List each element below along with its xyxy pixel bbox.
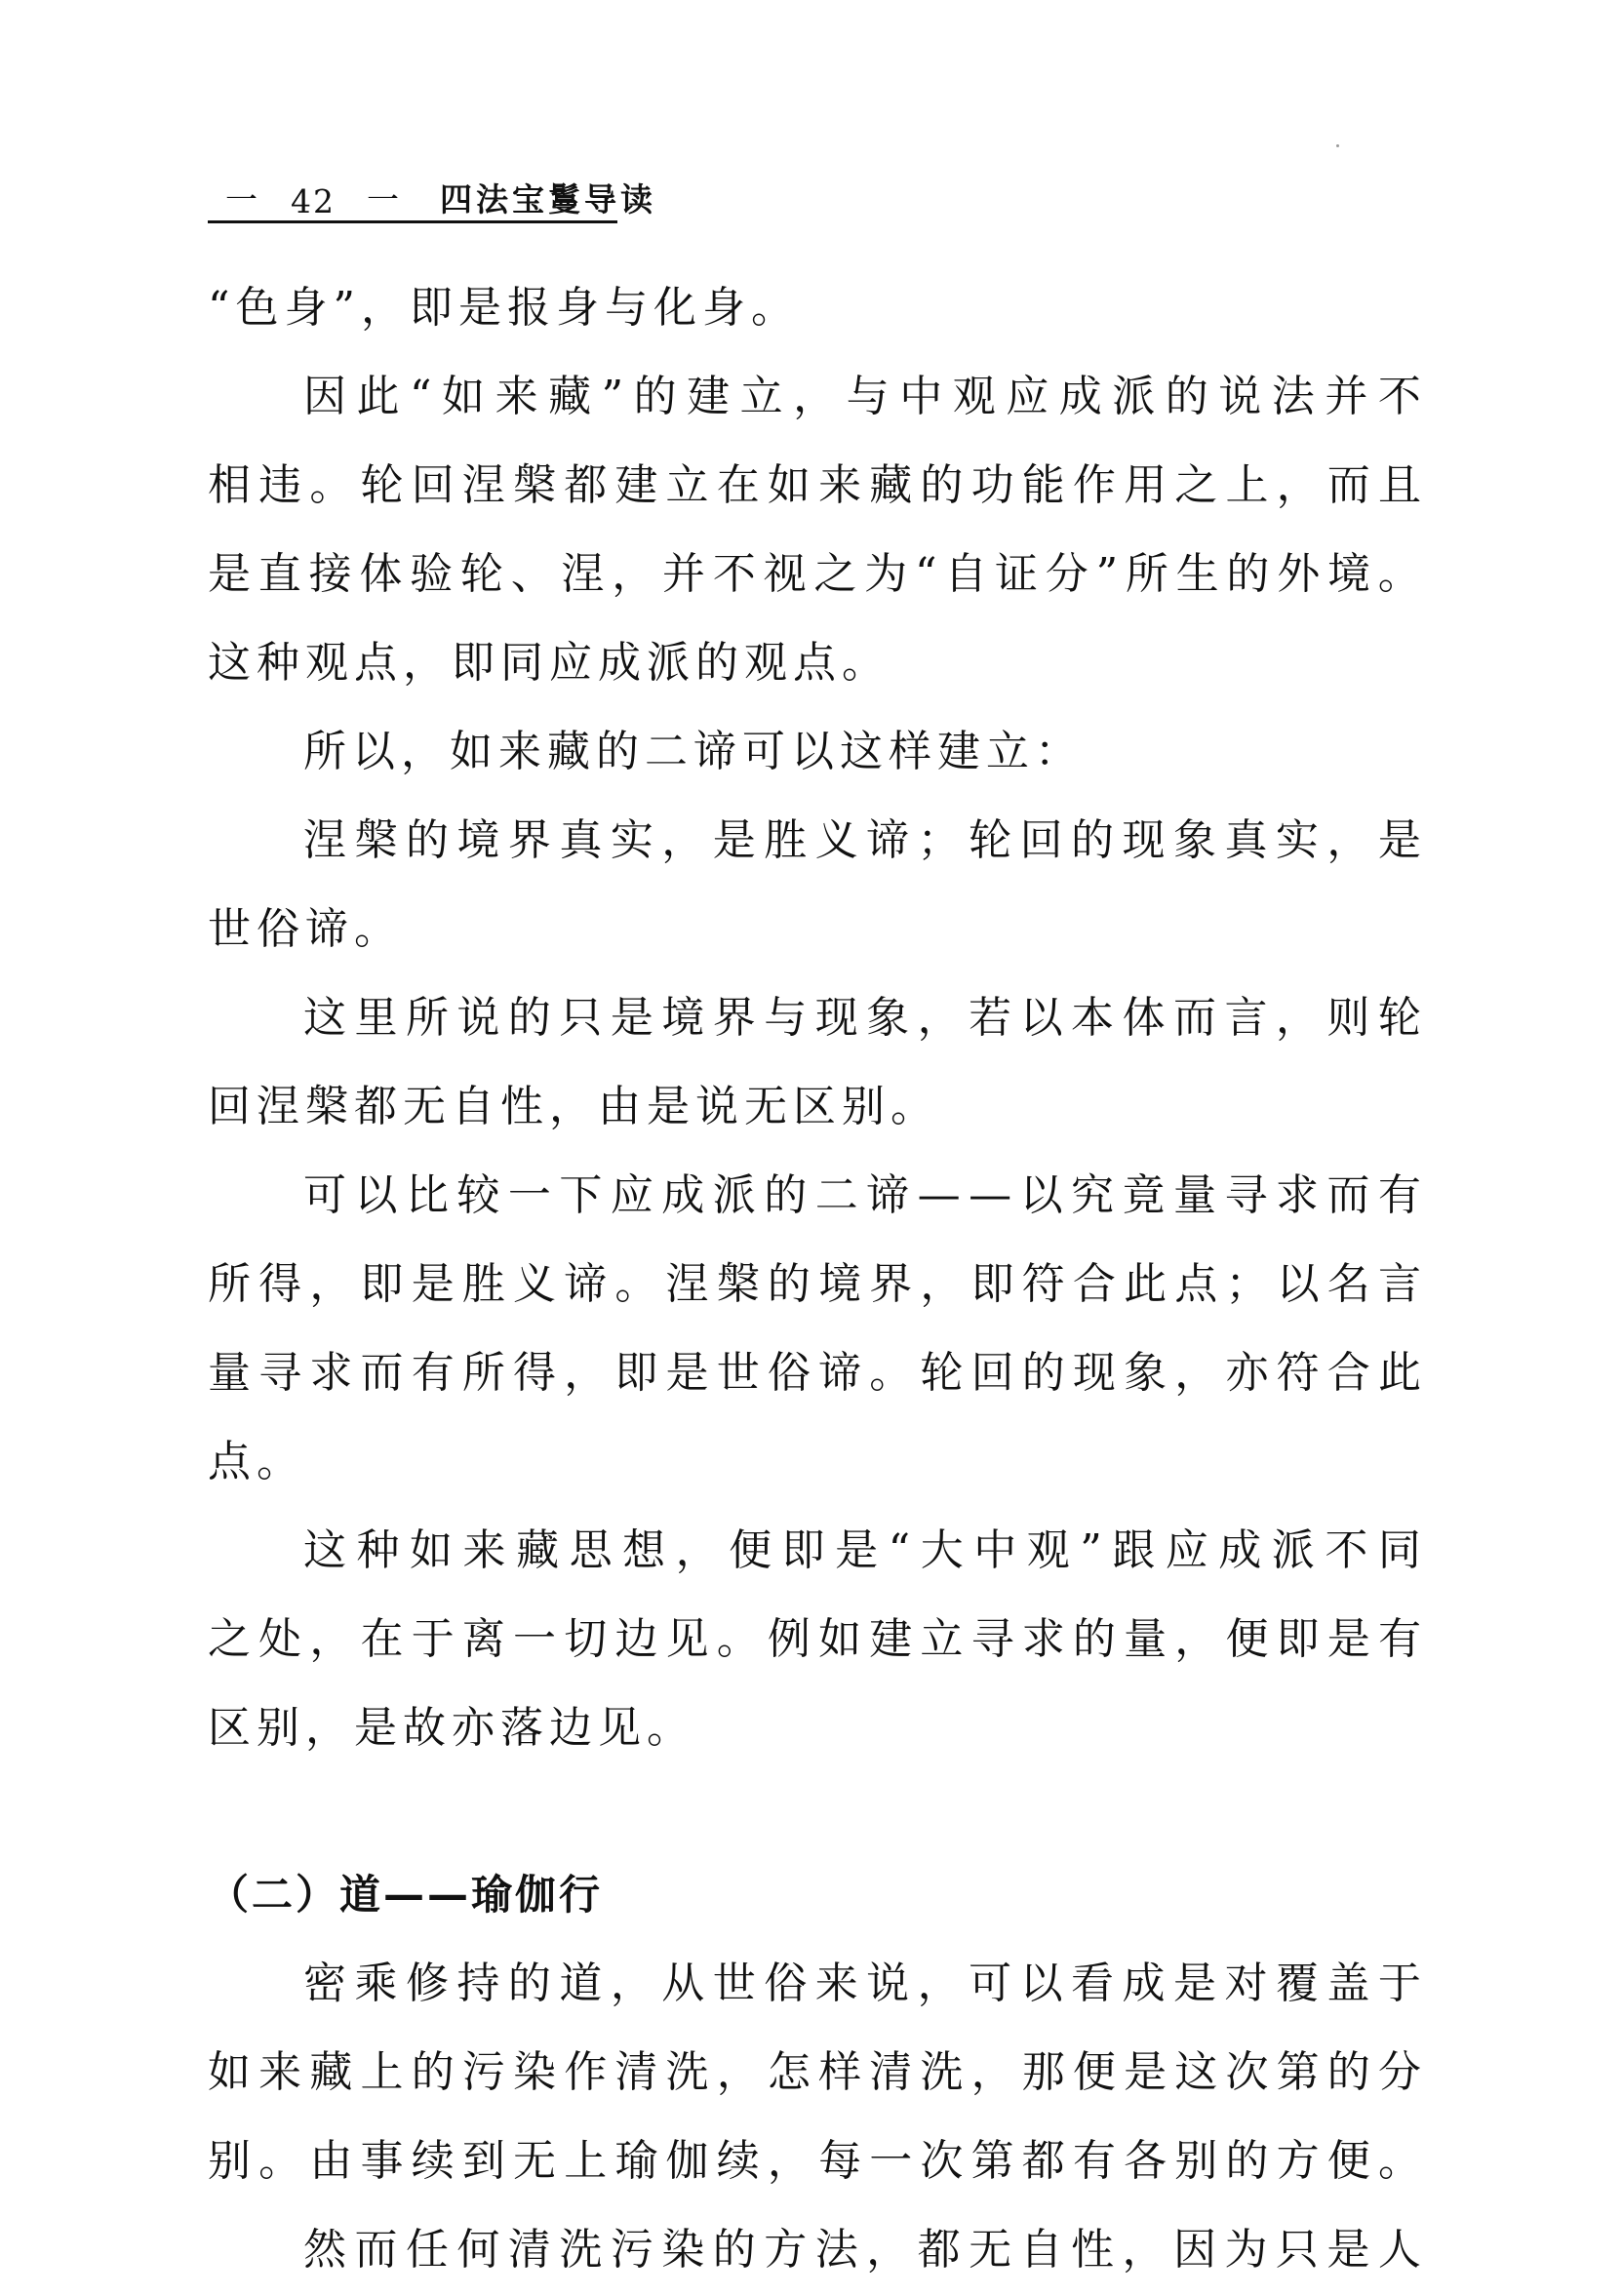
text-line: 这 种 如 来 藏 思 想 ， 便 即 是 “ 大 中 观 ” 跟 应 成 派 不 同	[303, 1525, 1422, 1575]
text-line: 这 里 所 说 的 只 是 境 界 与 现 象 ， 若 以 本 体 而 言 ， 则 轮	[303, 993, 1422, 1043]
text-line: 回涅槃都无自性，由是说无区别。	[208, 1082, 939, 1131]
text-line: 相 违 。 轮 回 涅 槃 都 建 立 在 如 来 藏 的 功 能 作 用 之 上 ， 而 且	[208, 460, 1422, 510]
text-line: 因 此 “ 如 来 藏 ” 的 建 立 ， 与 中 观 应 成 派 的 说 法 并 不	[303, 372, 1422, 421]
running-header	[208, 172, 656, 220]
text-line: 如 来 藏 上 的 污 染 作 清 洗 ， 怎 样 清 洗 ， 那 便 是 这 次 第 的 分	[208, 2047, 1422, 2097]
text-line: 这种观点，即同应成派的观点。	[208, 638, 891, 688]
text-line: 涅 槃 的 境 界 真 实 ， 是 胜 义 谛 ； 轮 回 的 现 象 真 实 ， 是	[303, 815, 1422, 865]
header-rule	[208, 220, 617, 223]
header-dash-right: 一	[367, 180, 401, 218]
text-line: 之 处 ， 在 于 离 一 切 边 见 。 例 如 建 立 寻 求 的 量 ， 便 即 是 有	[208, 1614, 1422, 1664]
text-line: 世俗谛。	[208, 904, 403, 954]
text-line: 点。	[208, 1437, 305, 1486]
section-heading: （二）道——瑜伽行	[208, 1871, 604, 1919]
page-number: 42	[291, 182, 336, 220]
header-dash-left: 一	[225, 180, 259, 218]
text-line: 可 以 比 较 一 下 应 成 派 的 二 谛 — — 以 究 竟 量 寻 求 而 有	[303, 1170, 1422, 1220]
text-line: “色身”，即是报身与化身。	[208, 283, 800, 333]
body-text	[208, 263, 1422, 1772]
book-title: 四法宝鬘导读	[440, 180, 656, 218]
text-line: 别 。 由 事 续 到 无 上 瑜 伽 续 ， 每 一 次 第 都 有 各 别 的 方 便 。	[208, 2136, 1422, 2186]
text-line: 是 直 接 体 验 轮 、 涅 ， 并 不 视 之 为 “ 自 证 分 ” 所 生 的 外 境 。	[208, 549, 1422, 599]
text-line: 密 乘 修 持 的 道 ， 从 世 俗 来 说 ， 可 以 看 成 是 对 覆 盖 于	[303, 1959, 1422, 2008]
text-line: 量 寻 求 而 有 所 得 ， 即 是 世 俗 谛 。 轮 回 的 现 象 ， 亦 符 合 此	[208, 1348, 1422, 1398]
text-line: 区别，是故亦落边见。	[208, 1703, 695, 1753]
section-body-text	[208, 1939, 1422, 2294]
text-line: 然 而 任 何 清 洗 污 染 的 方 法 ， 都 无 自 性 ， 因 为 只 是 人	[303, 2225, 1422, 2275]
text-line: 所以，如来藏的二谛可以这样建立：	[303, 727, 1084, 776]
text-line: 所 得 ， 即 是 胜 义 谛 。 涅 槃 的 境 界 ， 即 符 合 此 点 ； 以 名 言	[208, 1259, 1422, 1309]
scan-speck	[1336, 144, 1339, 147]
section-gap	[208, 1772, 1422, 1850]
page-body	[208, 263, 1422, 2294]
